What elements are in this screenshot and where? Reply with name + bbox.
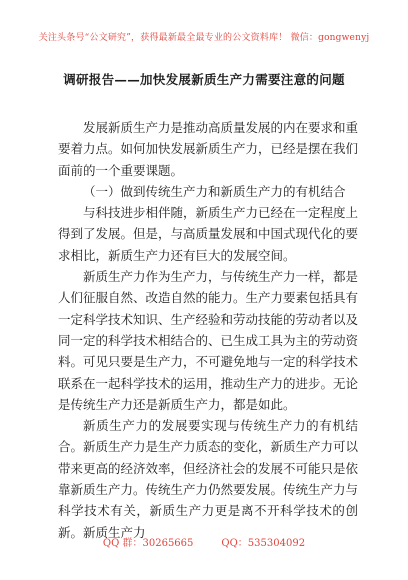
paragraph-intro: 发展新质生产力是推动高质量发展的内在要求和重要着力点。如何加快发展新质生产力，已经是摆在我们面前的一个重要课题。 <box>58 120 359 178</box>
section-heading: （一）做到传统生产力和新质生产力的有机结合 <box>83 183 346 199</box>
footer-contact <box>0 534 408 549</box>
document-body <box>58 117 358 543</box>
paragraph: 与科技进步相伴随，新质生产力已经在一定程度上得到了发展。但是，与高质量发展和中国式现代化的要求相比，新质生产力还有巨大的发展空间。 <box>58 205 359 263</box>
document-title: 调研报告——加快发展新质生产力需要注意的问题 <box>63 72 345 87</box>
footer-qq-group: QQ 群：30265665 <box>102 538 194 549</box>
paragraph: 新质生产力的发展要实现与传统生产力的有机结合。新质生产力是生产力质态的变化，新质生产力可以带来更高的经济效率，但经济社会的发展不可能只是依靠新质生产力。传统生产力仍然要发展。传统生产力与科学技术有关，新质生产力更是离不开科学技术的创新。新质生产力 <box>58 418 359 540</box>
header-promo-note: 关注头条号“公文研究”，获得最新最全最专业的公文资料库！ 微信：gongwenyj <box>38 33 370 43</box>
paragraph: 新质生产力作为生产力，与传统生产力一样，都是人们征服自然、改造自然的能力。生产力要素包括具有一定科学技术知识、生产经验和劳动技能的劳动者以及同一定的科学技术相结合的、已生成工具为主的劳动资料。可见只要是生产力，不可避免地与一定的科学技术联系在一起科学技术的运用，推动生产力的进步。无论是传统生产力还是新质生产力，都是如此。 <box>58 269 359 412</box>
footer-qq: QQ：535304092 <box>221 538 306 549</box>
